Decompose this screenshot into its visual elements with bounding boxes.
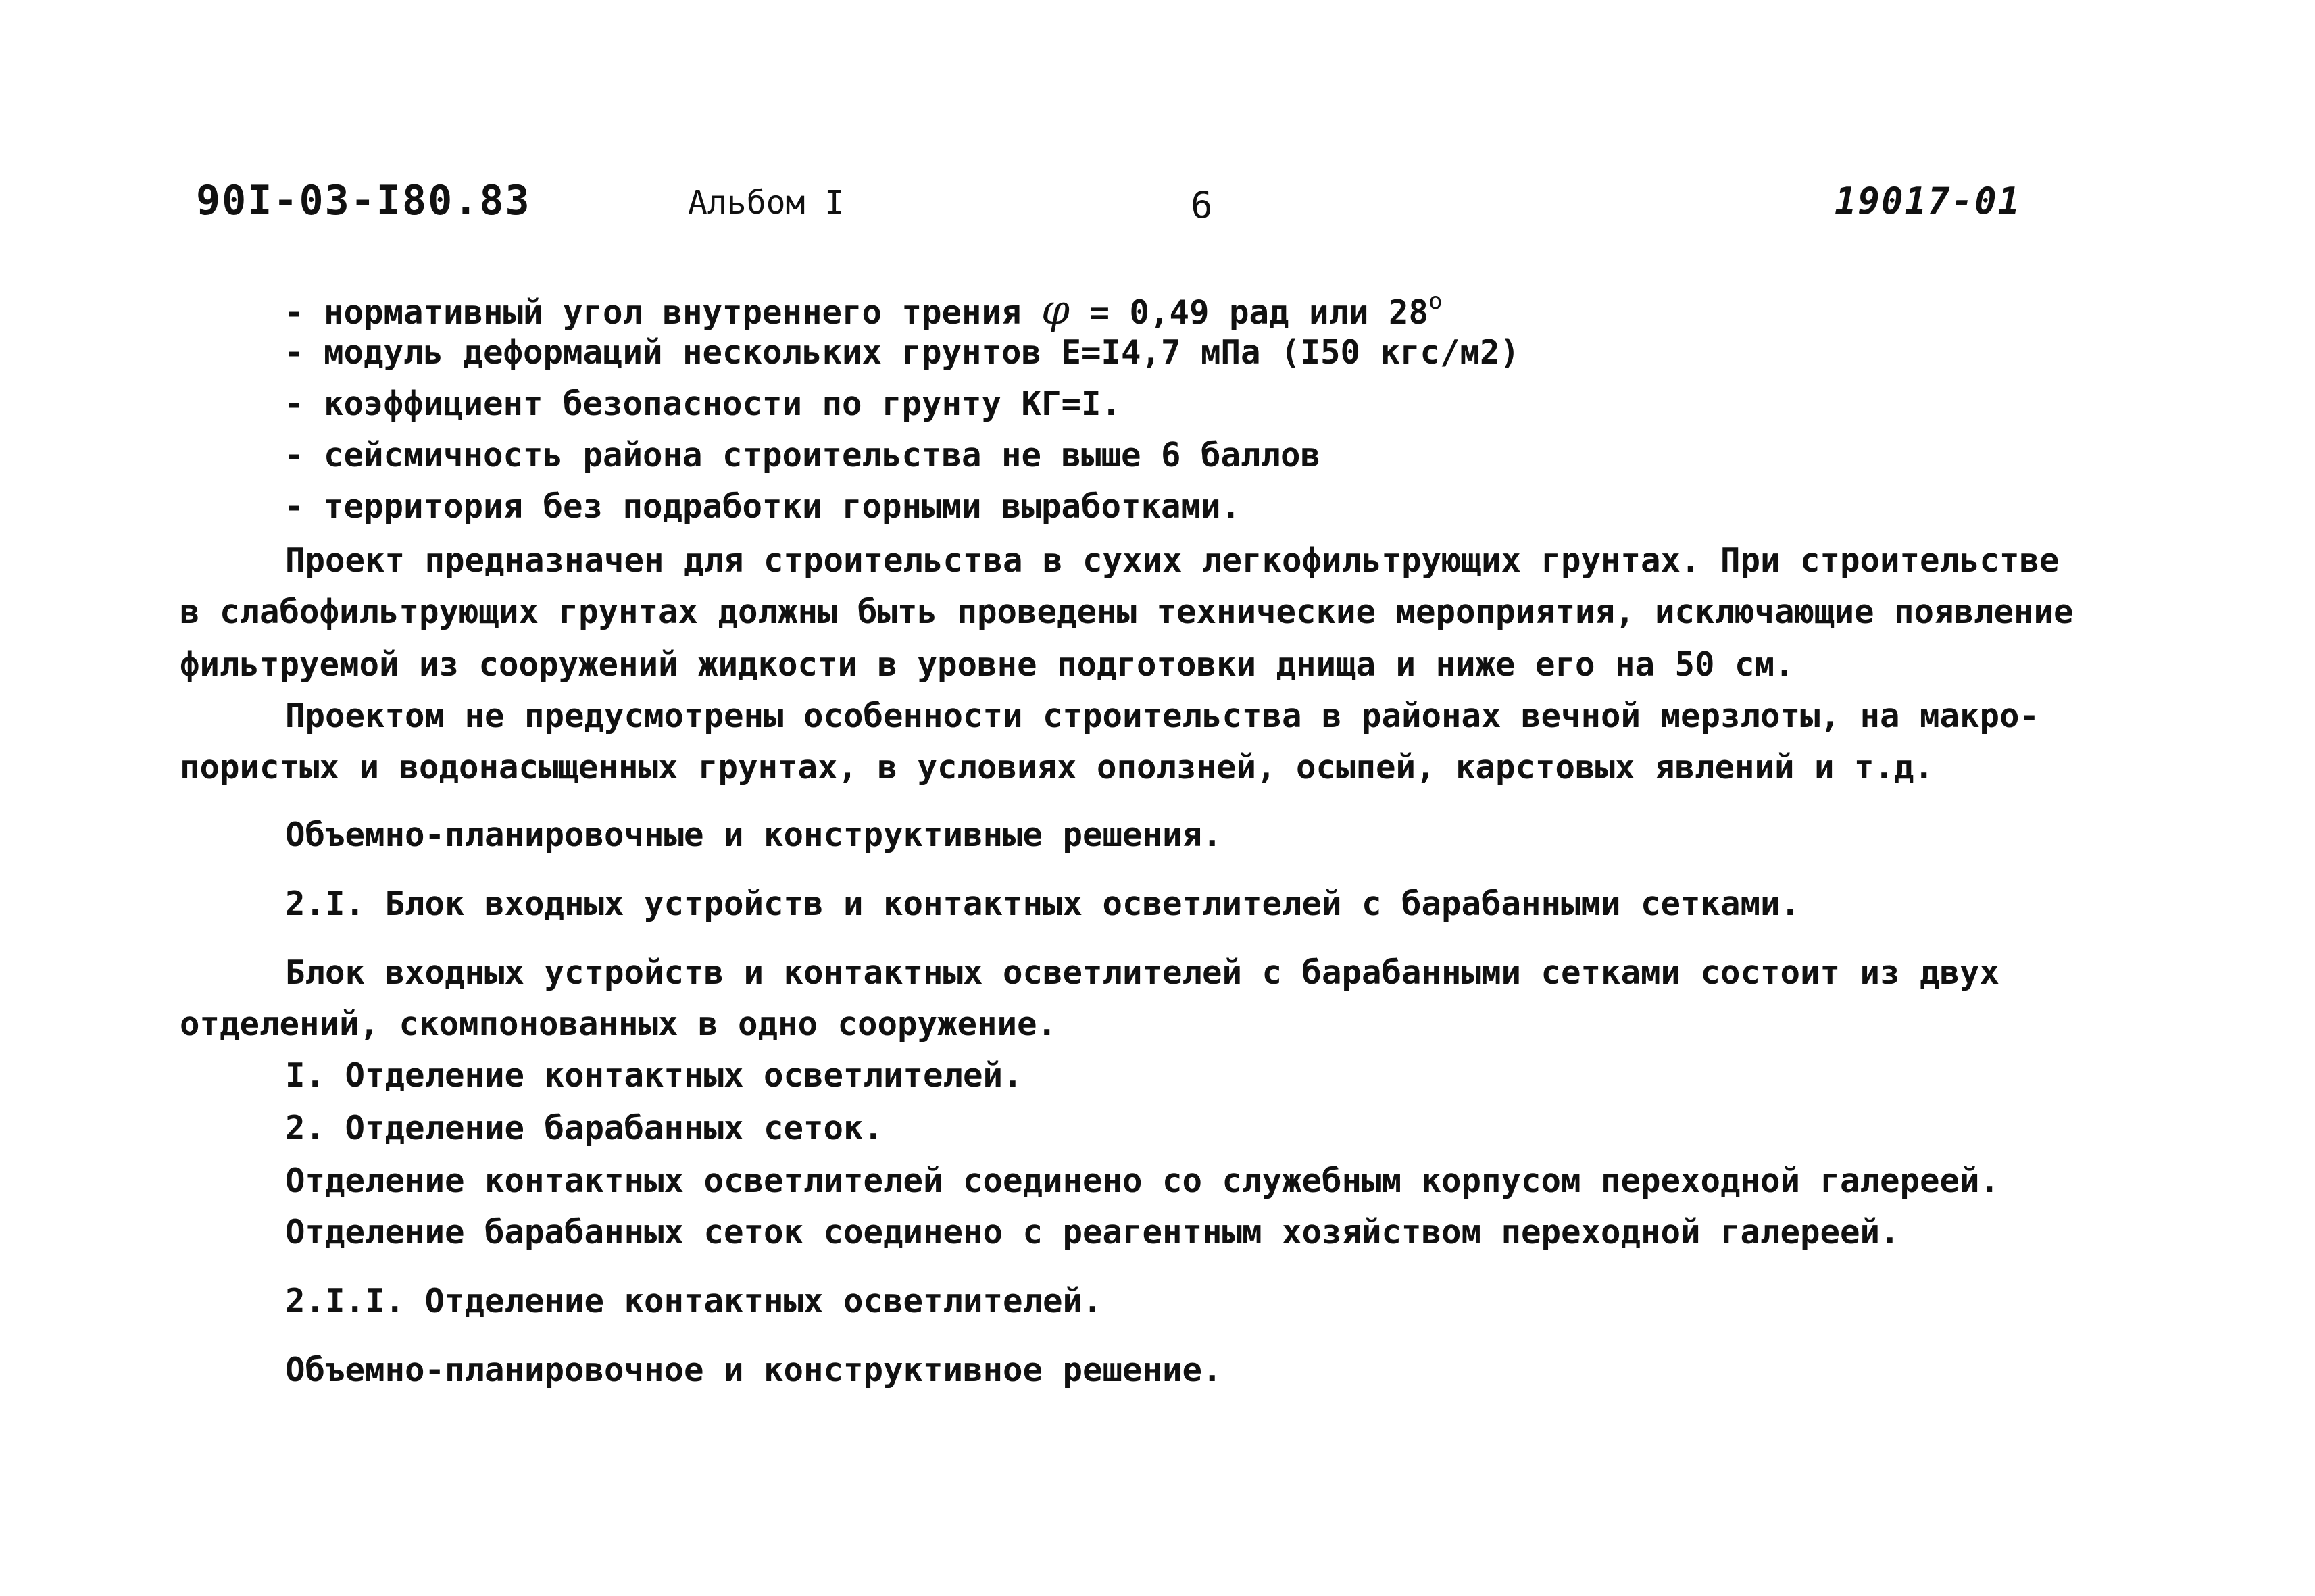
bullet-territory: - территория без подработки горными выработками. [284,487,1241,526]
final-title: Объемно-планировочное и конструктивное решение. [285,1351,1222,1389]
document-code: 90I-03-I80.83 [196,177,531,224]
bullet-seismicity: - сейсмичность района строительства не выше 6 баллов [284,436,1321,474]
list-item-2: 2. Отделение барабанных сеток. [285,1109,884,1147]
page-number: 6 [1191,184,1213,226]
page-header [0,177,2315,238]
bullet-deformation-modulus: - модуль деформаций нескольких грунтов E=I4,7 мПа (I50 кгс/м2) [284,333,1520,372]
paragraph-3-line-2: отделений, скомпонованных в одно сооружение. [180,1005,1057,1043]
connection-line-2: Отделение барабанных сеток соединено с реагентным хозяйством переходной галереей. [285,1213,1900,1251]
paragraph-1-line-1: Проект предназначен для строительства в сухих легкофильтрующих грунтах. При строительстве [285,541,2060,580]
album-label: Альбом I [688,184,845,222]
paragraph-1-line-2: в слабофильтрующих грунтах должны быть проведены технические мероприятия, исключающие появление [180,593,2074,631]
connection-line-1: Отделение контактных осветлителей соединено со служебным корпусом переходной галереей. [285,1162,2000,1200]
bullet-friction-angle: - нормативный угол внутреннего трения φ = 0,49 рад или $28^о$ [284,286,1443,334]
subsection-2-1-1-title: 2.I.I. Отделение контактных осветлителей. [285,1282,1103,1320]
degree-sign: о [1428,288,1443,315]
paragraph-2-line-2: пористых и водонасыщенных грунтах, в условиях оползней, осыпей, карстовых явлений и т.д. [180,748,1935,787]
list-item-1: I. Отделение контактных осветлителей. [285,1056,1023,1095]
bullet-safety-factor: - коэффициент безопасности по грунту КГ=I. [284,384,1122,423]
subsection-2-1-title: 2.I. Блок входных устройств и контактных осветлителей с барабанными сетками. [285,884,1801,923]
inventory-number: 19017-01 [1835,180,2022,222]
paragraph-3-line-1: Блок входных устройств и контактных осветлителей с барабанными сетками состоит из двух [285,953,2000,992]
paragraph-2-line-1: Проектом не предусмотрены особенности строительства в районах вечной мерзлоты, на макро- [285,697,2040,735]
section-title: Объемно-планировочные и конструктивные решения. [285,816,1222,854]
paragraph-1-line-3: фильтруемой из сооружений жидкости в уровне подготовки днища и ниже его на 50 см. [180,645,1795,684]
phi-symbol: φ [1041,286,1070,334]
